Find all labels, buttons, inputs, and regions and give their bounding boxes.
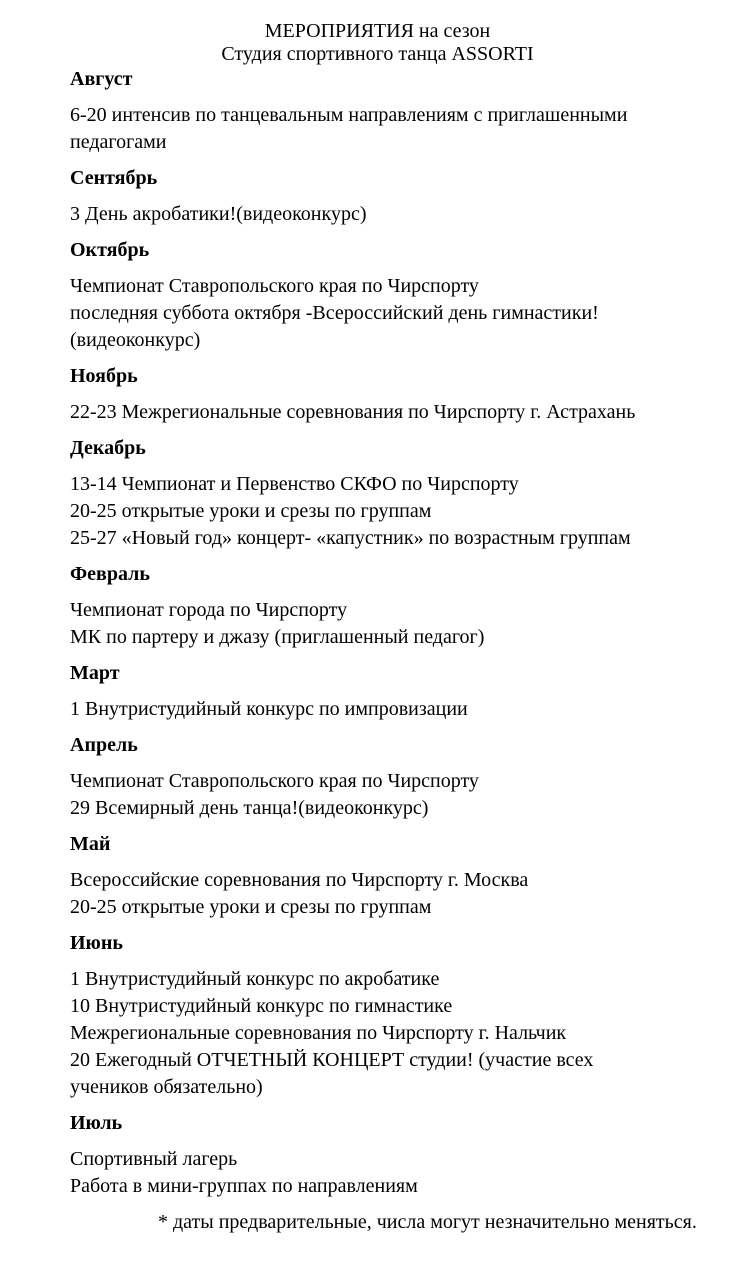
month-heading: Март: [70, 662, 120, 684]
month-heading: Октябрь: [70, 239, 150, 261]
event-line: 13-14 Чемпионат и Первенство СКФО по Чирспорту: [70, 473, 519, 495]
event-line: 20 Ежегодный ОТЧЕТНЫЙ КОНЦЕРТ студии! (участие всех: [70, 1049, 594, 1071]
month-section: [70, 660, 710, 723]
event-line: 10 Внутристудийный конкурс по гимнастике: [70, 995, 453, 1017]
event-line: 3 День акробатики!(видеоконкурс): [70, 203, 367, 225]
event-line: 1 Внутристудийный конкурс по акробатике: [70, 968, 440, 990]
event-line: Чемпионат Ставропольского края по Чирспорту: [70, 275, 479, 297]
event-line: Чемпионат города по Чирспорту: [70, 599, 348, 621]
event-line: Межрегиональные соревнования по Чирспорту г. Нальчик: [70, 1022, 567, 1044]
document-title: МЕРОПРИЯТИЯ на сезон: [264, 20, 491, 42]
month-heading: Май: [70, 833, 111, 855]
month-events: [70, 201, 710, 228]
event-line: 1 Внутристудийный конкурс по импровизации: [70, 698, 468, 720]
month-events: [70, 471, 710, 552]
events-schedule: [70, 66, 710, 1200]
document-subtitle: Студия спортивного танца ASSORTI: [221, 43, 534, 65]
month-heading: Апрель: [70, 734, 138, 756]
event-line: педагогами: [70, 131, 167, 153]
event-line: (видеоконкурс): [70, 329, 201, 351]
month-events: [70, 273, 710, 354]
month-section: [70, 930, 710, 1101]
month-section: [70, 66, 710, 156]
month-section: [70, 732, 710, 822]
month-section: [70, 363, 710, 426]
month-events: [70, 1146, 710, 1200]
month-heading: Ноябрь: [70, 365, 138, 387]
month-events: [70, 867, 710, 921]
month-heading: Декабрь: [70, 437, 146, 459]
event-line: учеников обязательно): [70, 1076, 263, 1098]
month-events: [70, 966, 710, 1101]
month-section: [70, 831, 710, 921]
month-events: [70, 768, 710, 822]
event-line: последняя суббота октября -Всероссийский день гимнастики!: [70, 302, 599, 324]
event-line: Чемпионат Ставропольского края по Чирспорту: [70, 770, 479, 792]
month-heading: Июль: [70, 1112, 123, 1134]
event-line: Всероссийские соревнования по Чирспорту г. Москва: [70, 869, 529, 891]
month-events: [70, 102, 710, 156]
month-heading: Июнь: [70, 932, 123, 954]
month-section: [70, 561, 710, 651]
month-events: [70, 696, 710, 723]
month-events: [70, 597, 710, 651]
month-events: [70, 399, 710, 426]
month-section: [70, 237, 710, 354]
event-line: 6-20 интенсив по танцевальным направлениям с приглашенными: [70, 104, 628, 126]
event-line: Спортивный лагерь: [70, 1148, 238, 1170]
footnote: * даты предварительные, числа могут незначительно меняться.: [158, 1211, 697, 1233]
event-line: 20-25 открытые уроки и срезы по группам: [70, 500, 432, 522]
event-line: 29 Всемирный день танца!(видеоконкурс): [70, 797, 429, 819]
document-body: [70, 66, 710, 1236]
event-line: 20-25 открытые уроки и срезы по группам: [70, 896, 432, 918]
month-heading: Август: [70, 68, 133, 90]
event-line: МК по партеру и джазу (приглашенный педагог): [70, 626, 485, 648]
month-section: [70, 165, 710, 228]
month-heading: Февраль: [70, 563, 150, 585]
month-section: [70, 435, 710, 552]
month-heading: Сентябрь: [70, 167, 158, 189]
event-line: 22-23 Межрегиональные соревнования по Чирспорту г. Астрахань: [70, 401, 636, 423]
event-line: Работа в мини-группах по направлениям: [70, 1175, 418, 1197]
month-section: [70, 1110, 710, 1200]
event-line: 25-27 «Новый год» концерт- «капустник» по возрастным группам: [70, 527, 631, 549]
